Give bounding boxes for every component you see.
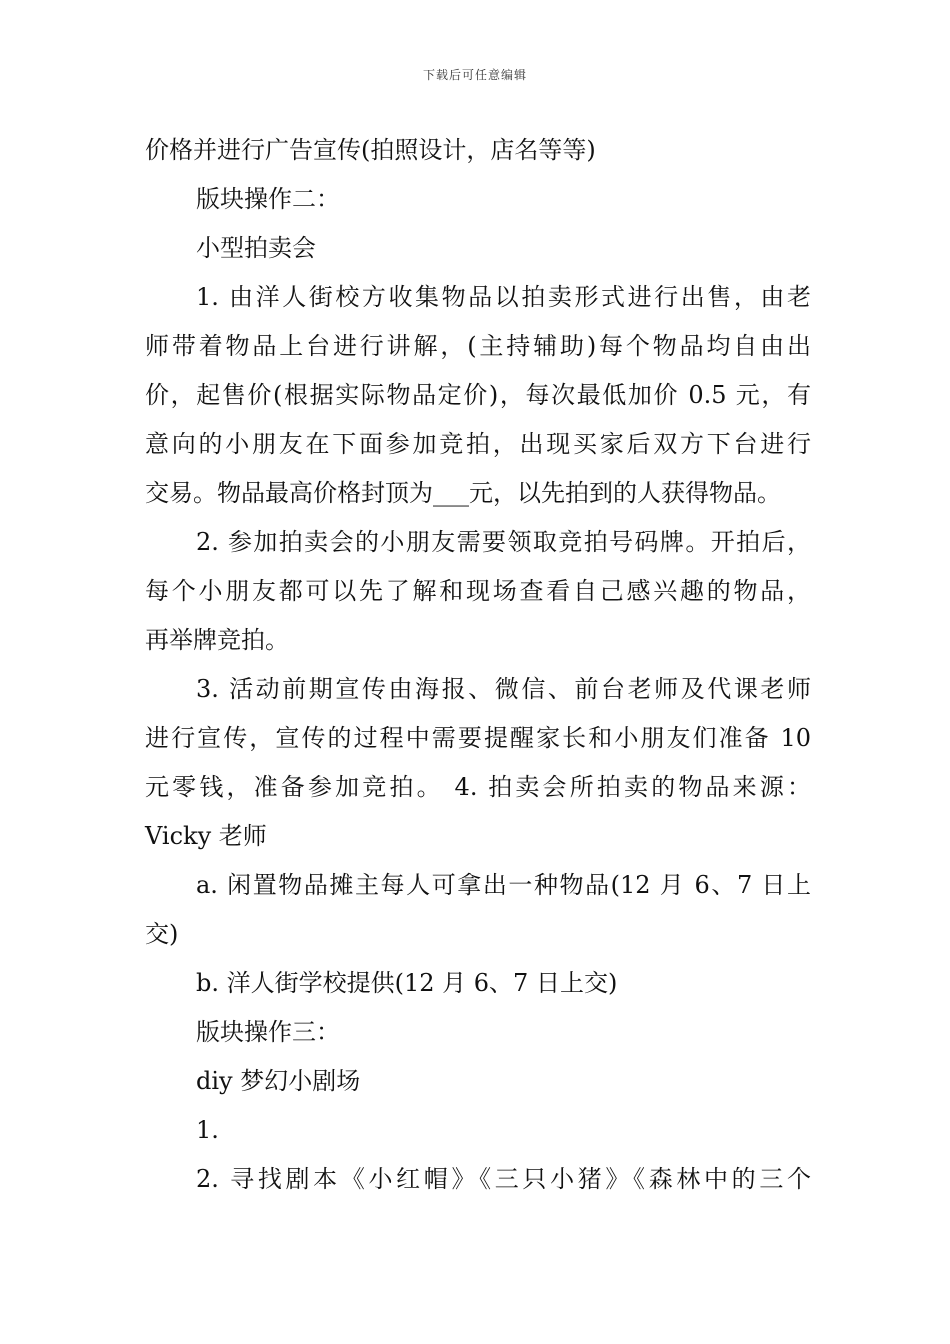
section-heading: 版块操作二： <box>196 185 340 213</box>
paragraph-line: 价格并进行广告宣传(拍照设计，店名等等) <box>145 136 596 164</box>
section-heading: 版块操作三： <box>196 1018 340 1046</box>
list-item-line: 交) <box>145 920 179 948</box>
document-body <box>145 126 811 1204</box>
paragraph-line: 元零钱，准备参加竞拍。 4. 拍卖会所拍卖的物品来源： <box>145 773 811 801</box>
page-header: 下载后可任意编辑 <box>422 68 527 82</box>
paragraph-line: 3. 活动前期宣传由海报、微信、前台老师及代课老师 <box>196 675 811 703</box>
paragraph-line: 意向的小朋友在下面参加竞拍，出现买家后双方下台进行 <box>145 430 811 458</box>
list-item-line: b. 洋人街学校提供(12 月 6、7 日上交) <box>196 969 618 997</box>
paragraph-line: 师带着物品上台进行讲解，(主持辅助)每个物品均自由出 <box>145 332 811 360</box>
paragraph-line: 再举牌竞拍。 <box>145 626 289 654</box>
list-item-line: a. 闲置物品摊主每人可拿出一种物品(12 月 6、7 日上 <box>196 871 811 899</box>
paragraph-line: 交易。物品最高价格封顶为___元，以先拍到的人获得物品。 <box>145 479 781 507</box>
paragraph-line: 1. 由洋人街校方收集物品以拍卖形式进行出售，由老 <box>196 283 811 311</box>
paragraph-line: 进行宣传，宣传的过程中需要提醒家长和小朋友们准备 10 <box>145 724 811 752</box>
paragraph-line: Vicky 老师 <box>145 822 267 850</box>
list-item-line: 1. <box>196 1116 219 1144</box>
paragraph-line: 2. 参加拍卖会的小朋友需要领取竞拍号码牌。开拍后， <box>196 528 811 556</box>
paragraph-line: 价，起售价(根据实际物品定价)，每次最低加价 0.5 元，有 <box>145 381 811 409</box>
paragraph-line: 每个小朋友都可以先了解和现场查看自己感兴趣的物品， <box>145 577 811 605</box>
list-item-line: 2. 寻找剧本《小红帽》《三只小猪》《森林中的三个 <box>196 1165 811 1193</box>
section-title: diy 梦幻小剧场 <box>196 1067 361 1095</box>
section-title: 小型拍卖会 <box>196 234 316 262</box>
